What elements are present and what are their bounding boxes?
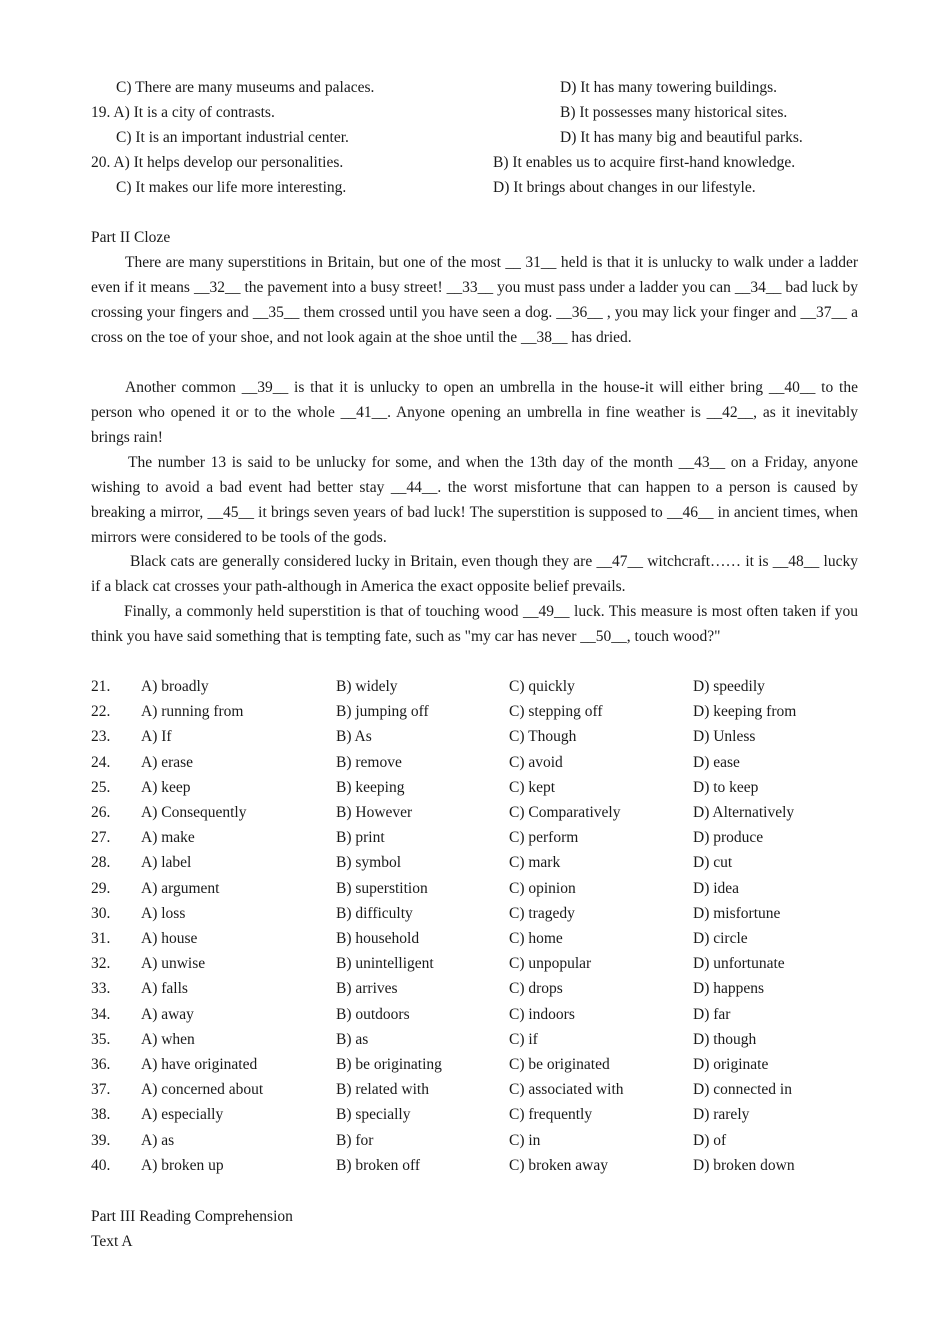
option-d: D) broken down — [693, 1157, 795, 1174]
option-b: B) for — [336, 1132, 374, 1149]
option-c: C) opinion — [509, 880, 576, 897]
option-c: C) perform — [509, 829, 579, 846]
option-c: C) quickly — [509, 678, 575, 695]
option-a: A) loss — [141, 905, 186, 922]
option-c: C) frequently — [509, 1106, 593, 1123]
option-c: C) Comparatively — [509, 804, 621, 821]
option-a: A) label — [141, 854, 192, 871]
option-b: B) difficulty — [336, 905, 413, 922]
question-number: 37. — [91, 1081, 111, 1098]
cloze-paragraph-5: Finally, a commonly held superstition is that of touching wood __49__ luck. This measure is most often taken if you think you have said something that is tempting fate, such as "my car has never __50__, touch wood?" — [91, 603, 858, 645]
option-line: C) It is an important industrial center. — [116, 129, 349, 146]
option-c: C) stepping off — [509, 703, 603, 720]
option-d: D) circle — [693, 930, 748, 947]
option-b: B) keeping — [336, 779, 405, 796]
option-a: A) broadly — [141, 678, 209, 695]
option-c: C) be originated — [509, 1056, 610, 1073]
option-line: 19. A) It is a city of contrasts. — [91, 104, 275, 121]
option-line: C) It makes our life more interesting. — [116, 179, 347, 196]
option-b: B) be originating — [336, 1056, 442, 1073]
option-d: D) Unless — [693, 728, 756, 745]
option-d: D) though — [693, 1031, 757, 1048]
option-line: B) It possesses many historical sites. — [560, 104, 788, 121]
option-a: A) house — [141, 930, 198, 947]
option-c: C) if — [509, 1031, 538, 1048]
option-line: D) It has many big and beautiful parks. — [560, 129, 803, 146]
cloze-paragraph-3: The number 13 is said to be unlucky for some, and when the 13th day of the month __43__ on a Friday, anyone wishing to avoid a bad event had better stay __44__. the worst misfortune that can happen to a person is caused by breaking a mirror, __45__ it brings seven years of bad luck! The superstition is supposed to __46__ in ancient times, when mirrors were considered to be tools of the gods. — [91, 454, 858, 546]
option-d: D) connected in — [693, 1081, 792, 1098]
question-number: 26. — [91, 804, 111, 821]
option-line: D) It brings about changes in our lifestyle. — [493, 179, 756, 196]
option-c: C) broken away — [509, 1157, 608, 1174]
cloze-paragraph-2: Another common __39__ is that it is unlucky to open an umbrella in the house-it will either bring __40__ to the person who opened it or to the whole __41__. Anyone opening an umbrella in fine weather is __42__, as it inevitably brings rain! — [91, 379, 858, 446]
option-a: A) unwise — [141, 955, 206, 972]
option-a: A) keep — [141, 779, 191, 796]
part3-subheading: Text A — [91, 1233, 133, 1250]
option-d: D) idea — [693, 880, 740, 897]
option-c: C) mark — [509, 854, 561, 871]
option-a: A) running from — [141, 703, 244, 720]
cloze-paragraph-4: Black cats are generally considered lucky in Britain, even though they are __47__ witchcraft…… it is __48__ lucky if a black cat crosses your path-although in America the exact opposite belief prevails. — [91, 553, 858, 595]
option-b: B) jumping off — [336, 703, 429, 720]
question-number: 29. — [91, 880, 111, 897]
option-d: D) unfortunate — [693, 955, 785, 972]
option-b: B) related with — [336, 1081, 429, 1098]
option-c: C) avoid — [509, 754, 563, 771]
question-number: 25. — [91, 779, 111, 796]
question-number: 23. — [91, 728, 111, 745]
option-d: D) of — [693, 1132, 727, 1149]
option-line: C) There are many museums and palaces. — [116, 79, 375, 96]
option-c: C) tragedy — [509, 905, 575, 922]
option-b: B) household — [336, 930, 420, 947]
option-a: A) concerned about — [141, 1081, 264, 1098]
option-d: D) far — [693, 1006, 731, 1023]
option-line: B) It enables us to acquire first-hand knowledge. — [493, 154, 796, 171]
option-c: C) home — [509, 930, 563, 947]
option-c: C) associated with — [509, 1081, 624, 1098]
question-number: 34. — [91, 1006, 111, 1023]
option-d: D) cut — [693, 854, 733, 871]
option-b: B) specially — [336, 1106, 411, 1123]
option-a: A) erase — [141, 754, 194, 771]
option-c: C) Though — [509, 728, 577, 745]
option-b: B) As — [336, 728, 372, 745]
question-number: 39. — [91, 1132, 111, 1149]
option-b: B) broken off — [336, 1157, 421, 1174]
option-a: A) as — [141, 1132, 175, 1149]
option-a: A) especially — [141, 1106, 224, 1123]
option-b: B) arrives — [336, 980, 398, 997]
option-a: A) argument — [141, 880, 220, 897]
part2-heading: Part II Cloze — [91, 229, 171, 246]
option-line: D) It has many towering buildings. — [560, 79, 777, 96]
question-number: 21. — [91, 678, 111, 695]
option-b: B) However — [336, 804, 413, 821]
option-b: B) symbol — [336, 854, 402, 871]
option-c: C) indoors — [509, 1006, 575, 1023]
option-b: B) superstition — [336, 880, 428, 897]
option-b: B) widely — [336, 678, 398, 695]
question-number: 38. — [91, 1106, 111, 1123]
option-d: D) Alternatively — [693, 804, 795, 821]
question-number: 40. — [91, 1157, 111, 1174]
question-number: 22. — [91, 703, 111, 720]
question-number: 24. — [91, 754, 111, 771]
option-d: D) happens — [693, 980, 765, 997]
question-number: 27. — [91, 829, 111, 846]
option-b: B) as — [336, 1031, 369, 1048]
question-number: 36. — [91, 1056, 111, 1073]
option-a: A) Consequently — [141, 804, 247, 821]
option-b: B) print — [336, 829, 385, 846]
option-d: D) misfortune — [693, 905, 781, 922]
option-a: A) falls — [141, 980, 188, 997]
option-d: D) to keep — [693, 779, 759, 796]
option-d: D) rarely — [693, 1106, 750, 1123]
option-d: D) produce — [693, 829, 764, 846]
option-b: B) unintelligent — [336, 955, 434, 972]
question-number: 33. — [91, 980, 111, 997]
option-c: C) unpopular — [509, 955, 592, 972]
option-a: A) If — [141, 728, 172, 745]
cloze-paragraph-1: There are many superstitions in Britain, but one of the most __ 31__ held is that it is unlucky to walk under a ladder even if it means __32__ the pavement into a busy street! __33__ you must pass under a ladder you can __34__ bad luck by crossing your fingers and __35__ them crossed until you have seen a dog. __36__ , you may lick your finger and __37__ a cross on the toe of your shoe, and not look again at the shoe until the __38__ has dried. — [91, 254, 858, 346]
question-number: 30. — [91, 905, 111, 922]
option-a: A) have originated — [141, 1056, 258, 1073]
part3-heading: Part III Reading Comprehension — [91, 1208, 293, 1225]
option-c: C) in — [509, 1132, 541, 1149]
option-a: A) make — [141, 829, 195, 846]
option-a: A) when — [141, 1031, 195, 1048]
option-line: 20. A) It helps develop our personalities. — [91, 154, 344, 171]
option-d: D) ease — [693, 754, 740, 771]
option-a: A) away — [141, 1006, 194, 1023]
option-d: D) speedily — [693, 678, 765, 695]
question-number: 35. — [91, 1031, 111, 1048]
question-number: 31. — [91, 930, 111, 947]
option-c: C) kept — [509, 779, 556, 796]
option-d: D) originate — [693, 1056, 769, 1073]
option-c: C) drops — [509, 980, 563, 997]
option-a: A) broken up — [141, 1157, 224, 1174]
option-b: B) remove — [336, 754, 402, 771]
option-b: B) outdoors — [336, 1006, 410, 1023]
option-d: D) keeping from — [693, 703, 797, 720]
question-number: 28. — [91, 854, 111, 871]
question-number: 32. — [91, 955, 111, 972]
